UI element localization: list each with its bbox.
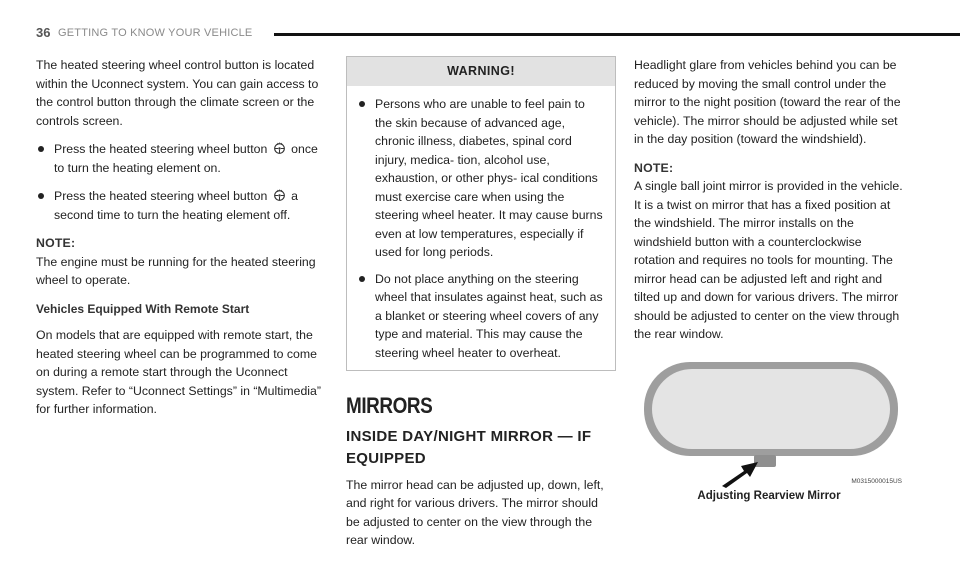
figure-code: M0315000015US [851,478,902,485]
list-item [357,270,605,363]
mirror-glass [652,369,890,449]
remote-start-paragraph: On models that are equipped with remote start, the heated steering wheel can be programmed to come on during a remote start through the Uconnect system. Refer to “Uconnect Settings” in “Multimedia” for further information. [36,328,321,416]
mirror-day-night-tab [754,455,776,467]
column-3 [634,56,904,344]
header-rule [274,33,960,36]
heated-steering-wheel-icon [273,142,286,155]
warning-box [346,56,616,371]
bullet1-text-b: once to turn the heating element on. [54,142,318,175]
mirrors-heading: MIRRORS [346,393,433,418]
mirror-paragraph: The mirror head can be adjusted up, down, left, and right for various drivers. The mirror should be adjusted to center on the view through the rear window. [346,477,604,547]
bullet2-text-b: a second time to turn the heating element off. [54,189,298,222]
note-label: NOTE: [634,160,674,175]
bullet-dot [38,193,44,199]
heated-steering-wheel-icon [273,189,286,202]
section-title: GETTING TO KNOW YOUR VEHICLE [58,27,253,39]
intro-paragraph: The heated steering wheel control button is located within the Uconnect system. You can gain access to the control button through the climate screen or the controls screen. [36,58,319,128]
warning-item-2: Do not place anything on the steering wheel that insulates against heat, such as a blanket or steering wheel covers of any type and material. This may cause the steering wheel heater to overheat. [375,271,603,360]
warning-body [347,86,615,362]
note-text: A single ball joint mirror is provided in the vehicle. It is a twist on mirror that has a fixed position at the windshield. The mirror installs on the windshield button with a counterclockwise rotation and requires no tools for mounting. The mirror head can be adjusted left and right and tilted up and down for various drivers. The mirror should be adjusted to center on the view through the rear window. [634,179,903,341]
glare-paragraph: Headlight glare from vehicles behind you can be reduced by moving the small control under the mirror to the night position (toward the rear of the vehicle). The mirror should be adjusted while set in the day position (toward the windshield). [634,58,901,146]
note-block [634,159,904,344]
list-item [36,187,326,224]
note-label: NOTE: [36,236,76,250]
column-2 [346,56,614,560]
list-item [357,95,605,262]
bullet-dot [38,146,44,152]
rearview-mirror-figure [640,358,904,488]
warning-item-1: Persons who are unable to feel pain to the skin because of advanced age, chronic illness, diabetes, spinal cord injury, medica- tion, alcohol use, exhaustion, or other phys- ical conditions must exercise care when using the steering wheel heater. It may cause burns even at low temperatures, especially if used for long periods. [375,97,603,259]
day-night-mirror-subheading: INSIDE DAY/NIGHT MIRROR — IF EQUIPPED [346,427,592,467]
warning-title: WARNING! [347,57,615,86]
pointer-arrow-icon [722,462,758,488]
figure-caption: Adjusting Rearview Mirror [697,490,841,502]
remote-start-subheading: Vehicles Equipped With Remote Start [36,301,250,316]
bullet1-text-a: Press the heated steering wheel button [54,142,268,156]
bullet2-text-a: Press the heated steering wheel button [54,189,268,203]
page-header [36,24,960,46]
note-block [36,234,326,290]
page-number: 36 [36,25,51,40]
note-text: The engine must be running for the heated steering wheel to operate. [36,254,316,287]
column-1 [36,56,326,429]
bullet-dot [359,101,365,107]
bullet-dot [359,276,365,282]
list-item [36,140,326,177]
